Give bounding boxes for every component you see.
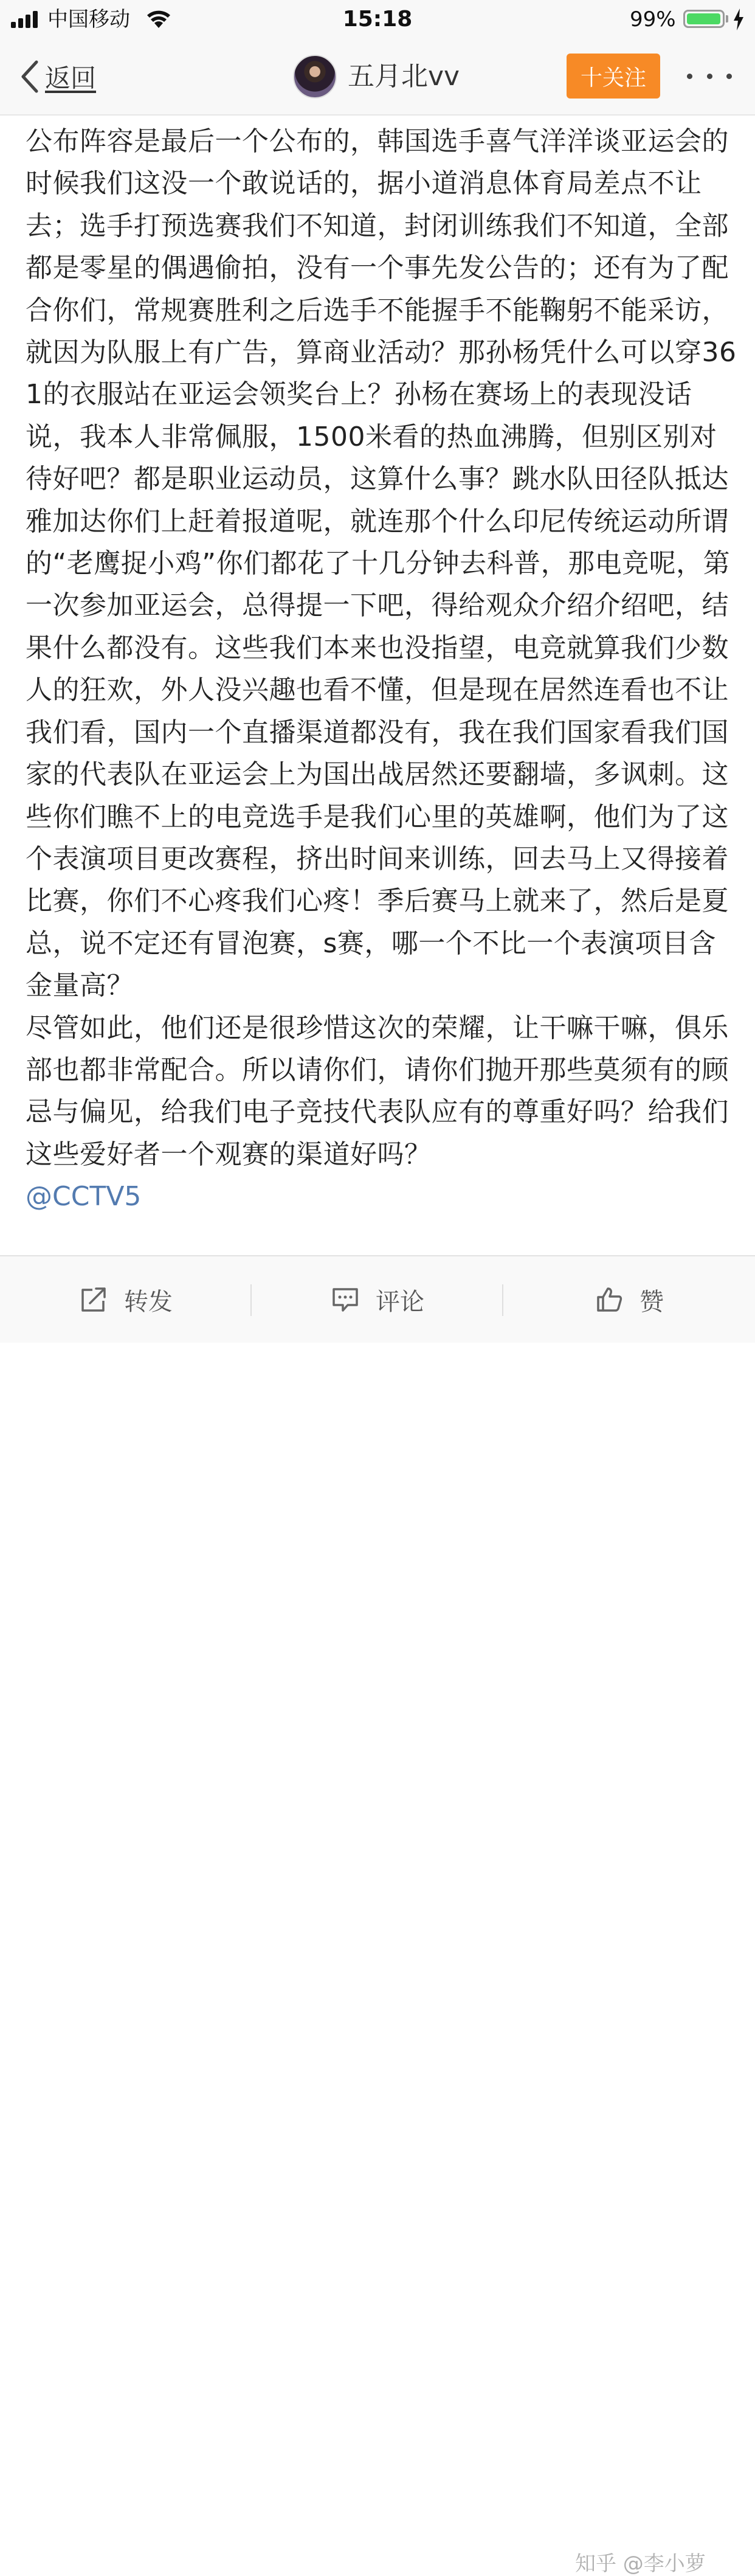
post-paragraph: 公布阵容是最后一个公布的，韩国选手喜气洋洋谈亚运会的时候我们这没一个敢说话的，据小道消息体育局差点不让去；选手打预选赛我们不知道，封闭训练我们不知道，全部都是零星的偶遇偷拍，没有一个事先发公告的；还有为了配合你们，常规赛胜利之后选手不能握手不能鞠躬不能采访，就因为队服上有广告，算商业活动？那孙杨凭什么可以穿361的衣服站在亚运会领奖台上？孙杨在赛场上的表现没话说，我本人非常佩服，1500米看的热血沸腾，但别区别对待好吧？都是职业运动员，这算什么事？跳水队田径队抵达雅加达你们上赶着报道呢，就连那个什么印尼传统运动所谓的“老鹰捉小鸡”你们都花了十几分钟去科普，那电竞呢，第一次参加亚运会，总得提一下吧，得给观众介绍介绍吧，结果什么都没有。这些我们本来也没指望，电竞就算我们少数人的狂欢，外人没兴趣也看不懂，但是现在居然连看也不让我们看，国内一个直播渠道都没有，我在我们国家看我们国家的代表队在亚运会上为国出战居然还要翻墙，多讽刺。这些你们瞧不上的电竞选手是我们心里的英雄啊，他们为了这个表演项目更改赛程，挤出时间来训练，回去马上又得接着比赛，你们不心疼我们心疼！季后赛马上就来了，然后是夏总，说不定还有冒泡赛，s赛，哪一个不比一个表演项目含金量高？ <box>26 126 737 1002</box>
comment-button[interactable] <box>252 1256 503 1343</box>
battery-icon <box>683 10 725 28</box>
repost-button[interactable] <box>0 1256 252 1343</box>
carrier-name: 中国移动 <box>47 7 130 32</box>
like-label: 赞 <box>640 1287 664 1316</box>
thumbs-up-icon <box>595 1285 624 1314</box>
back-button[interactable] <box>18 57 96 96</box>
back-chevron-icon <box>18 58 40 95</box>
post-paragraph: 尽管如此，他们还是很珍惜这次的荣耀，让干嘛干嘛，俱乐部也都非常配合。所以请你们，请你们抛开那些莫须有的顾忌与偏见，给我们电子竞技代表队应有的尊重好吗？给我们这些爱好者一个观赛的渠道好吗？ <box>26 1012 729 1170</box>
follow-button[interactable]: 十关注 <box>567 54 660 99</box>
action-bar <box>0 1255 755 2576</box>
username[interactable]: 五月北vv <box>348 61 460 92</box>
battery-cap <box>726 15 728 23</box>
comment-icon <box>331 1285 360 1314</box>
avatar[interactable] <box>293 55 337 99</box>
status-bar <box>0 0 755 39</box>
like-button[interactable] <box>503 1256 755 1343</box>
comment-label: 评论 <box>376 1287 424 1316</box>
charging-icon <box>733 9 744 30</box>
mention-link[interactable]: @CCTV5 <box>26 1181 142 1213</box>
repost-icon <box>79 1285 108 1314</box>
back-label: 返回 <box>45 63 97 93</box>
clock-time: 15:18 <box>342 7 413 32</box>
battery-fill <box>687 13 720 24</box>
battery-percent: 99% <box>630 7 676 32</box>
watermark-text: 知乎 @李小萝 <box>575 2552 706 2576</box>
repost-label: 转发 <box>124 1287 173 1316</box>
post-body <box>26 120 737 1218</box>
nav-bar <box>0 39 755 116</box>
more-dots-icon[interactable] <box>687 61 732 91</box>
